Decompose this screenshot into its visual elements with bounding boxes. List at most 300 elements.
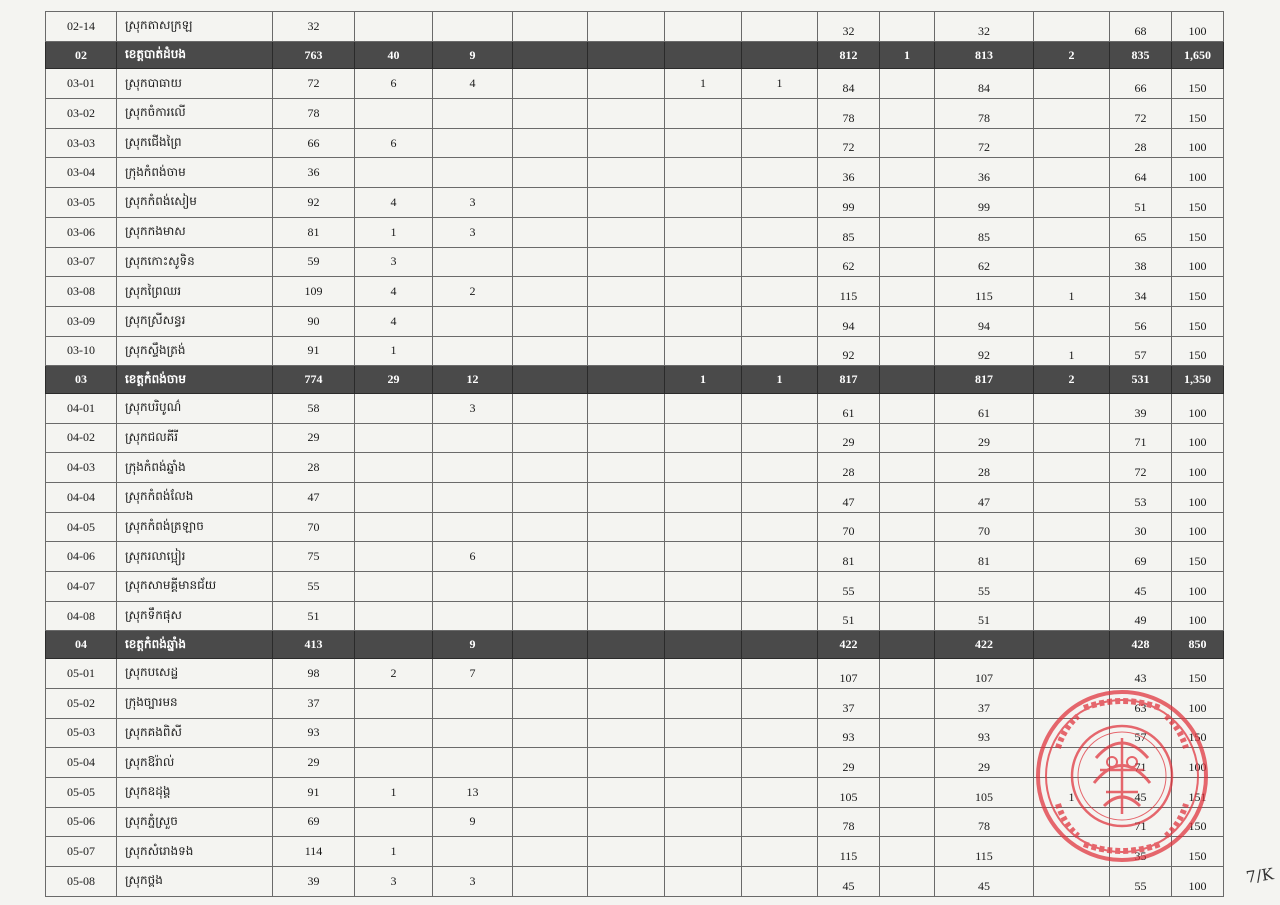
cell-c3 bbox=[433, 12, 513, 42]
cell-name: ស្រុកព្រៃឈរ bbox=[117, 277, 273, 307]
table-row bbox=[46, 659, 1224, 689]
cell-c10: 107 bbox=[935, 659, 1034, 689]
cell-c8: 105 bbox=[818, 777, 880, 807]
cell-c7 bbox=[742, 777, 818, 807]
cell-name: ស្រុកកំពង់ត្រឡាច bbox=[117, 512, 273, 542]
cell-c10: 817 bbox=[935, 366, 1034, 394]
cell-c12: 45 bbox=[1110, 777, 1172, 807]
cell-c13: 1,350 bbox=[1172, 366, 1224, 394]
cell-c3 bbox=[433, 423, 513, 453]
cell-c2 bbox=[355, 807, 433, 837]
cell-c11 bbox=[1034, 866, 1110, 896]
cell-c10: 36 bbox=[935, 158, 1034, 188]
cell-c7 bbox=[742, 542, 818, 572]
cell-name: ស្រុកស្រីសន្ធរ bbox=[117, 306, 273, 336]
cell-c13: 150 bbox=[1172, 718, 1224, 748]
cell-c11 bbox=[1034, 393, 1110, 423]
cell-c11 bbox=[1034, 69, 1110, 99]
table-row bbox=[46, 158, 1224, 188]
cell-c10: 51 bbox=[935, 601, 1034, 631]
cell-c10: 37 bbox=[935, 688, 1034, 718]
cell-c9 bbox=[880, 277, 935, 307]
cell-c12: 35 bbox=[1110, 837, 1172, 867]
cell-c8: 47 bbox=[818, 483, 880, 513]
cell-c7 bbox=[742, 306, 818, 336]
cell-c3 bbox=[433, 718, 513, 748]
cell-c3 bbox=[433, 483, 513, 513]
cell-c3 bbox=[433, 512, 513, 542]
cell-c9 bbox=[880, 158, 935, 188]
cell-c13: 150 bbox=[1172, 277, 1224, 307]
cell-c8: 99 bbox=[818, 188, 880, 218]
cell-c1: 36 bbox=[273, 158, 355, 188]
cell-c4 bbox=[513, 217, 588, 247]
cell-c4 bbox=[513, 631, 588, 659]
cell-c2: 4 bbox=[355, 188, 433, 218]
cell-name: ខេត្តកំពង់ឆ្នាំង bbox=[117, 631, 273, 659]
cell-code: 02-14 bbox=[46, 12, 117, 42]
cell-c6 bbox=[665, 601, 742, 631]
cell-c10: 47 bbox=[935, 483, 1034, 513]
cell-c3 bbox=[433, 453, 513, 483]
cell-c3: 4 bbox=[433, 69, 513, 99]
cell-c11 bbox=[1034, 217, 1110, 247]
cell-c11 bbox=[1034, 718, 1110, 748]
cell-c5 bbox=[588, 69, 665, 99]
cell-c5 bbox=[588, 188, 665, 218]
cell-c3: 9 bbox=[433, 631, 513, 659]
cell-c2 bbox=[355, 718, 433, 748]
cell-name: ស្រុកឧដុង្គ bbox=[117, 777, 273, 807]
cell-c6 bbox=[665, 483, 742, 513]
cell-c4 bbox=[513, 393, 588, 423]
cell-code: 03-06 bbox=[46, 217, 117, 247]
cell-c12: 64 bbox=[1110, 158, 1172, 188]
cell-code: 03-01 bbox=[46, 69, 117, 99]
cell-c9 bbox=[880, 217, 935, 247]
cell-c2 bbox=[355, 423, 433, 453]
table-row bbox=[46, 688, 1224, 718]
cell-c13: 150 bbox=[1172, 188, 1224, 218]
cell-name: ស្រុកសំរោងទង bbox=[117, 837, 273, 867]
cell-c5 bbox=[588, 99, 665, 129]
table-row bbox=[46, 306, 1224, 336]
cell-c6 bbox=[665, 688, 742, 718]
cell-c9 bbox=[880, 807, 935, 837]
cell-c1: 47 bbox=[273, 483, 355, 513]
cell-c3 bbox=[433, 837, 513, 867]
cell-c1: 763 bbox=[273, 41, 355, 69]
table-row bbox=[46, 866, 1224, 896]
cell-c4 bbox=[513, 659, 588, 689]
cell-c5 bbox=[588, 718, 665, 748]
cell-c12: 39 bbox=[1110, 393, 1172, 423]
cell-c3: 3 bbox=[433, 866, 513, 896]
cell-c12: 49 bbox=[1110, 601, 1172, 631]
cell-c10: 81 bbox=[935, 542, 1034, 572]
cell-c8: 84 bbox=[818, 69, 880, 99]
cell-name: ស្រុកទឹកផុស bbox=[117, 601, 273, 631]
cell-c11 bbox=[1034, 572, 1110, 602]
cell-c11 bbox=[1034, 601, 1110, 631]
cell-c13: 100 bbox=[1172, 572, 1224, 602]
cell-c7 bbox=[742, 807, 818, 837]
cell-c8: 81 bbox=[818, 542, 880, 572]
cell-c5 bbox=[588, 777, 665, 807]
cell-c6 bbox=[665, 512, 742, 542]
cell-c1: 75 bbox=[273, 542, 355, 572]
cell-c3 bbox=[433, 306, 513, 336]
cell-c2: 2 bbox=[355, 659, 433, 689]
cell-code: 04-04 bbox=[46, 483, 117, 513]
cell-c10: 105 bbox=[935, 777, 1034, 807]
cell-c8: 92 bbox=[818, 336, 880, 366]
cell-code: 05-01 bbox=[46, 659, 117, 689]
cell-c13: 150 bbox=[1172, 306, 1224, 336]
cell-c13: 100 bbox=[1172, 423, 1224, 453]
cell-c2: 3 bbox=[355, 247, 433, 277]
cell-code: 03-05 bbox=[46, 188, 117, 218]
cell-code: 05-05 bbox=[46, 777, 117, 807]
cell-c12: 72 bbox=[1110, 99, 1172, 129]
cell-code: 03-02 bbox=[46, 99, 117, 129]
table-row bbox=[46, 542, 1224, 572]
cell-c2 bbox=[355, 12, 433, 42]
cell-c5 bbox=[588, 512, 665, 542]
cell-c9 bbox=[880, 188, 935, 218]
cell-c7 bbox=[742, 99, 818, 129]
cell-c1: 51 bbox=[273, 601, 355, 631]
cell-c6 bbox=[665, 12, 742, 42]
cell-c4 bbox=[513, 866, 588, 896]
cell-c13: 100 bbox=[1172, 247, 1224, 277]
cell-c2: 3 bbox=[355, 866, 433, 896]
cell-c1: 114 bbox=[273, 837, 355, 867]
cell-c6 bbox=[665, 336, 742, 366]
cell-c10: 92 bbox=[935, 336, 1034, 366]
cell-c10: 45 bbox=[935, 866, 1034, 896]
cell-c10: 61 bbox=[935, 393, 1034, 423]
cell-c3: 6 bbox=[433, 542, 513, 572]
table-row bbox=[46, 718, 1224, 748]
cell-c8: 94 bbox=[818, 306, 880, 336]
table-row bbox=[46, 99, 1224, 129]
cell-c4 bbox=[513, 777, 588, 807]
cell-c4 bbox=[513, 688, 588, 718]
cell-c7 bbox=[742, 688, 818, 718]
table-body bbox=[46, 12, 1224, 897]
cell-c5 bbox=[588, 453, 665, 483]
cell-c6 bbox=[665, 807, 742, 837]
cell-c7 bbox=[742, 423, 818, 453]
cell-c9 bbox=[880, 306, 935, 336]
cell-c12: 71 bbox=[1110, 807, 1172, 837]
cell-c2: 4 bbox=[355, 306, 433, 336]
cell-code: 02 bbox=[46, 41, 117, 69]
cell-c4 bbox=[513, 483, 588, 513]
cell-name: ស្រុកកងមាស bbox=[117, 217, 273, 247]
cell-code: 03 bbox=[46, 366, 117, 394]
cell-c8: 55 bbox=[818, 572, 880, 602]
cell-c3 bbox=[433, 99, 513, 129]
cell-c12: 72 bbox=[1110, 453, 1172, 483]
cell-c12: 57 bbox=[1110, 336, 1172, 366]
cell-c11 bbox=[1034, 542, 1110, 572]
cell-c6 bbox=[665, 99, 742, 129]
cell-c9 bbox=[880, 247, 935, 277]
cell-c6 bbox=[665, 306, 742, 336]
cell-c6 bbox=[665, 542, 742, 572]
cell-c5 bbox=[588, 807, 665, 837]
cell-c10: 29 bbox=[935, 748, 1034, 778]
table-row bbox=[46, 277, 1224, 307]
cell-c11 bbox=[1034, 483, 1110, 513]
cell-c9 bbox=[880, 12, 935, 42]
cell-c5 bbox=[588, 631, 665, 659]
cell-c7 bbox=[742, 837, 818, 867]
cell-c8: 36 bbox=[818, 158, 880, 188]
cell-c6: 1 bbox=[665, 366, 742, 394]
cell-c1: 69 bbox=[273, 807, 355, 837]
cell-c4 bbox=[513, 69, 588, 99]
cell-c12: 28 bbox=[1110, 128, 1172, 158]
cell-c10: 94 bbox=[935, 306, 1034, 336]
province-total-row bbox=[46, 631, 1224, 659]
cell-c8: 115 bbox=[818, 837, 880, 867]
cell-name: ស្រុកជើងព្រៃ bbox=[117, 128, 273, 158]
cell-c13: 150 bbox=[1172, 99, 1224, 129]
cell-c2 bbox=[355, 483, 433, 513]
cell-code: 03-07 bbox=[46, 247, 117, 277]
cell-c1: 413 bbox=[273, 631, 355, 659]
cell-c7: 1 bbox=[742, 69, 818, 99]
cell-c4 bbox=[513, 837, 588, 867]
cell-c8: 72 bbox=[818, 128, 880, 158]
cell-c5 bbox=[588, 306, 665, 336]
cell-c12: 55 bbox=[1110, 866, 1172, 896]
cell-name: ស្រុកចំការលើ bbox=[117, 99, 273, 129]
cell-c9 bbox=[880, 453, 935, 483]
cell-c4 bbox=[513, 306, 588, 336]
cell-c12: 531 bbox=[1110, 366, 1172, 394]
cell-c12: 38 bbox=[1110, 247, 1172, 277]
cell-name: ស្រុកភ្នំស្រួច bbox=[117, 807, 273, 837]
cell-code: 04-01 bbox=[46, 393, 117, 423]
cell-code: 03-10 bbox=[46, 336, 117, 366]
cell-c9 bbox=[880, 99, 935, 129]
cell-c7 bbox=[742, 748, 818, 778]
cell-c9 bbox=[880, 659, 935, 689]
cell-c11 bbox=[1034, 631, 1110, 659]
cell-c8: 29 bbox=[818, 423, 880, 453]
cell-c2: 1 bbox=[355, 217, 433, 247]
cell-c5 bbox=[588, 277, 665, 307]
cell-c4 bbox=[513, 188, 588, 218]
cell-c7 bbox=[742, 601, 818, 631]
cell-c4 bbox=[513, 423, 588, 453]
cell-c6 bbox=[665, 572, 742, 602]
cell-c9 bbox=[880, 631, 935, 659]
cell-code: 04-05 bbox=[46, 512, 117, 542]
cell-c7 bbox=[742, 483, 818, 513]
cell-c13: 100 bbox=[1172, 453, 1224, 483]
cell-c8: 115 bbox=[818, 277, 880, 307]
cell-c7 bbox=[742, 158, 818, 188]
cell-c5 bbox=[588, 366, 665, 394]
cell-code: 03-08 bbox=[46, 277, 117, 307]
table-row bbox=[46, 12, 1224, 42]
cell-c4 bbox=[513, 601, 588, 631]
cell-c9 bbox=[880, 69, 935, 99]
cell-c7 bbox=[742, 659, 818, 689]
cell-c1: 59 bbox=[273, 247, 355, 277]
cell-c2: 1 bbox=[355, 336, 433, 366]
cell-c11 bbox=[1034, 659, 1110, 689]
cell-c13: 100 bbox=[1172, 483, 1224, 513]
cell-c7 bbox=[742, 12, 818, 42]
cell-code: 04-08 bbox=[46, 601, 117, 631]
cell-c12: 57 bbox=[1110, 718, 1172, 748]
cell-c9 bbox=[880, 423, 935, 453]
cell-c1: 774 bbox=[273, 366, 355, 394]
cell-c2: 4 bbox=[355, 277, 433, 307]
cell-c10: 84 bbox=[935, 69, 1034, 99]
table-row bbox=[46, 217, 1224, 247]
cell-code: 05-08 bbox=[46, 866, 117, 896]
cell-c12: 71 bbox=[1110, 423, 1172, 453]
cell-c13: 850 bbox=[1172, 631, 1224, 659]
table-row bbox=[46, 247, 1224, 277]
cell-name: ស្រុកកំពង់លែង bbox=[117, 483, 273, 513]
cell-name: ខេត្តបាត់ដំបង bbox=[117, 41, 273, 69]
cell-code: 03-03 bbox=[46, 128, 117, 158]
cell-c12: 34 bbox=[1110, 277, 1172, 307]
cell-c10: 422 bbox=[935, 631, 1034, 659]
cell-c1: 90 bbox=[273, 306, 355, 336]
cell-c13: 100 bbox=[1172, 866, 1224, 896]
cell-c4 bbox=[513, 748, 588, 778]
cell-c10: 93 bbox=[935, 718, 1034, 748]
table-row bbox=[46, 837, 1224, 867]
cell-name: ស្រុករលាប្អៀរ bbox=[117, 542, 273, 572]
table-row bbox=[46, 336, 1224, 366]
cell-c7 bbox=[742, 128, 818, 158]
cell-c12: 66 bbox=[1110, 69, 1172, 99]
cell-c1: 39 bbox=[273, 866, 355, 896]
cell-c5 bbox=[588, 866, 665, 896]
cell-c12: 71 bbox=[1110, 748, 1172, 778]
cell-c2 bbox=[355, 512, 433, 542]
cell-c5 bbox=[588, 572, 665, 602]
cell-c9 bbox=[880, 777, 935, 807]
cell-c9 bbox=[880, 866, 935, 896]
cell-name: ស្រុកបរិបូណ៌ bbox=[117, 393, 273, 423]
cell-c3: 3 bbox=[433, 393, 513, 423]
cell-c5 bbox=[588, 688, 665, 718]
cell-c13: 100 bbox=[1172, 688, 1224, 718]
cell-c12: 45 bbox=[1110, 572, 1172, 602]
cell-c10: 78 bbox=[935, 99, 1034, 129]
cell-c3: 12 bbox=[433, 366, 513, 394]
cell-c8: 422 bbox=[818, 631, 880, 659]
cell-c1: 70 bbox=[273, 512, 355, 542]
cell-c3 bbox=[433, 158, 513, 188]
cell-c2 bbox=[355, 572, 433, 602]
cell-c1: 37 bbox=[273, 688, 355, 718]
table-row bbox=[46, 601, 1224, 631]
cell-c11 bbox=[1034, 807, 1110, 837]
cell-c1: 78 bbox=[273, 99, 355, 129]
cell-c12: 30 bbox=[1110, 512, 1172, 542]
cell-c5 bbox=[588, 41, 665, 69]
cell-c4 bbox=[513, 277, 588, 307]
cell-c10: 28 bbox=[935, 453, 1034, 483]
cell-c9 bbox=[880, 393, 935, 423]
cell-c7 bbox=[742, 866, 818, 896]
cell-c3 bbox=[433, 601, 513, 631]
cell-c6 bbox=[665, 837, 742, 867]
cell-c6 bbox=[665, 777, 742, 807]
cell-c4 bbox=[513, 336, 588, 366]
cell-c2 bbox=[355, 99, 433, 129]
cell-c7 bbox=[742, 393, 818, 423]
cell-code: 05-07 bbox=[46, 837, 117, 867]
cell-c2: 40 bbox=[355, 41, 433, 69]
cell-c13: 150 bbox=[1172, 217, 1224, 247]
cell-code: 03-09 bbox=[46, 306, 117, 336]
cell-c13: 100 bbox=[1172, 512, 1224, 542]
cell-c3: 9 bbox=[433, 41, 513, 69]
cell-c11 bbox=[1034, 748, 1110, 778]
cell-c11 bbox=[1034, 423, 1110, 453]
cell-c4 bbox=[513, 572, 588, 602]
cell-c8: 78 bbox=[818, 99, 880, 129]
cell-c11: 1 bbox=[1034, 336, 1110, 366]
cell-c13: 100 bbox=[1172, 601, 1224, 631]
cell-c6 bbox=[665, 188, 742, 218]
cell-c1: 91 bbox=[273, 336, 355, 366]
cell-c1: 72 bbox=[273, 69, 355, 99]
cell-c7 bbox=[742, 572, 818, 602]
cell-c9 bbox=[880, 512, 935, 542]
cell-c7 bbox=[742, 718, 818, 748]
cell-c7 bbox=[742, 453, 818, 483]
cell-c7 bbox=[742, 217, 818, 247]
cell-code: 05-03 bbox=[46, 718, 117, 748]
page-number-mark: 7/K bbox=[1244, 864, 1275, 887]
cell-c3 bbox=[433, 572, 513, 602]
cell-c13: 151 bbox=[1172, 777, 1224, 807]
cell-code: 04-02 bbox=[46, 423, 117, 453]
cell-c11 bbox=[1034, 128, 1110, 158]
cell-c11: 1 bbox=[1034, 777, 1110, 807]
cell-c11 bbox=[1034, 188, 1110, 218]
cell-c13: 150 bbox=[1172, 542, 1224, 572]
cell-c4 bbox=[513, 453, 588, 483]
cell-c2 bbox=[355, 688, 433, 718]
cell-c8: 93 bbox=[818, 718, 880, 748]
cell-c10: 813 bbox=[935, 41, 1034, 69]
cell-c7 bbox=[742, 277, 818, 307]
cell-c3 bbox=[433, 128, 513, 158]
cell-c7 bbox=[742, 41, 818, 69]
cell-c11 bbox=[1034, 158, 1110, 188]
cell-c6 bbox=[665, 158, 742, 188]
cell-c6 bbox=[665, 393, 742, 423]
table-row bbox=[46, 572, 1224, 602]
cell-c9: 1 bbox=[880, 41, 935, 69]
cell-c6 bbox=[665, 247, 742, 277]
